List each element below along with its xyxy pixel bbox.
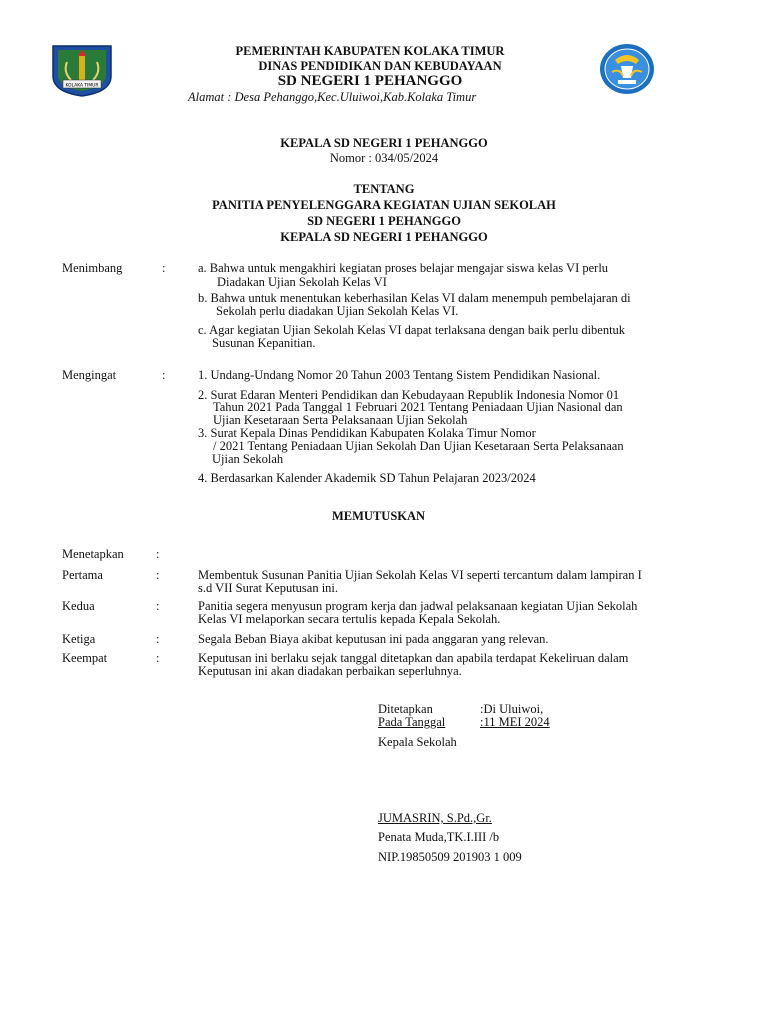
kedua-colon: :	[156, 599, 160, 613]
signatory-nip: NIP.19850509 201903 1 009	[378, 850, 522, 864]
letterhead-government: PEMERINTAH KABUPATEN KOLAKA TIMUR	[235, 44, 505, 58]
mengingat-label: Mengingat	[62, 368, 117, 382]
menimbang-item-c: c. Agar kegiatan Ujian Sekolah Kelas VI dapat terlaksana dengan baik perlu dibentuk	[198, 323, 626, 337]
letterhead-department: DINAS PENDIDIKAN DAN KEBUDAYAAN	[258, 59, 502, 73]
ditetapkan-label: Ditetapkan	[378, 702, 433, 716]
menimbang-item-a-cont: Diadakan Ujian Sekolah Kelas VI	[217, 275, 387, 289]
mengingat-item-3: 3. Surat Kepala Dinas Pendidikan Kabupaten Kolaka Timur Nomor	[198, 426, 536, 440]
decision-heading: MEMUTUSKAN	[332, 509, 426, 523]
letterhead-address: Alamat : Desa Pehanggo,Kec.Uluiwoi,Kab.Kolaka Timur	[188, 90, 477, 104]
mengingat-colon: :	[162, 368, 166, 382]
menetapkan-label: Menetapkan	[62, 547, 124, 561]
keempat-colon: :	[156, 651, 160, 665]
mengingat-item-3-cont-1: / 2021 Tentang Peniadaan Ujian Sekolah Dan Ujian Kesetaraan Serta Pelaksanaan	[213, 439, 624, 453]
tanggal-label: Pada Tanggal	[378, 715, 446, 729]
mengingat-item-2-cont-1: Tahun 2021 Pada Tanggal 1 Februari 2021 Tentang Peniadaan Ujian Nasional dan	[213, 400, 623, 414]
regency-crest-icon	[49, 42, 115, 98]
letterhead-school: SD NEGERI 1 PEHANGGO	[277, 73, 463, 89]
ketiga-label: Ketiga	[62, 632, 96, 646]
menimbang-item-a: a. Bahwa untuk mengakhiri kegiatan proses belajar mengajar siswa kelas VI perlu	[198, 261, 609, 275]
pertama-text-1: Membentuk Susunan Panitia Ujian Sekolah Kelas VI seperti tercantum dalam lampiran I	[198, 568, 642, 582]
menimbang-colon: :	[162, 261, 166, 275]
keempat-label: Keempat	[62, 651, 108, 665]
ketiga-colon: :	[156, 632, 160, 646]
decree-number: Nomor : 034/05/2024	[329, 151, 439, 165]
keempat-text-1: Keputusan ini berlaku sejak tanggal ditetapkan dan apabila terdapat Kekeliruan dalam	[198, 651, 629, 665]
decree-about: TENTANG	[353, 182, 415, 196]
pertama-label: Pertama	[62, 568, 103, 582]
decree-subject-3: KEPALA SD NEGERI 1 PEHANGGO	[280, 230, 488, 244]
menimbang-item-b: b. Bahwa untuk menentukan keberhasilan Kelas VI dalam menempuh pembelajaran di	[198, 291, 631, 305]
menimbang-item-c-cont: Susunan Kepanitian.	[212, 336, 316, 350]
mengingat-item-4: 4. Berdasarkan Kalender Akademik SD Tahun Pelajaran 2023/2024	[198, 471, 536, 485]
tut-wuri-handayani-icon	[598, 42, 656, 96]
decree-subject-1: PANITIA PENYELENGGARA KEGIATAN UJIAN SEKOLAH	[212, 198, 556, 212]
menetapkan-colon: :	[156, 547, 160, 561]
signatory-role: Kepala Sekolah	[378, 735, 457, 749]
pertama-text-2: s.d VII Surat Keputusan ini.	[198, 581, 339, 595]
kedua-label: Kedua	[62, 599, 95, 613]
mengingat-item-1: 1. Undang-Undang Nomor 20 Tahun 2003 Tentang Sistem Pendidikan Nasional.	[198, 368, 601, 382]
signatory-name: JUMASRIN, S.Pd.,Gr.	[378, 811, 492, 825]
pertama-colon: :	[156, 568, 160, 582]
signatory-rank: Penata Muda,TK.I.III /b	[378, 830, 500, 844]
ditetapkan-value: :Di Uluiwoi,	[480, 702, 544, 716]
mengingat-item-2-cont-2: Ujian Kesetaraan Serta Pelaksanaan Ujian Sekolah	[213, 413, 468, 427]
ketiga-text-1: Segala Beban Biaya akibat keputusan ini pada anggaran yang relevan.	[198, 632, 549, 646]
mengingat-item-2: 2. Surat Edaran Menteri Pendidikan dan Kebudayaan Republik Indonesia Nomor 01	[198, 388, 620, 402]
menimbang-label: Menimbang	[62, 261, 123, 275]
decree-heading: KEPALA SD NEGERI 1 PEHANGGO	[280, 136, 488, 150]
tanggal-value: :11 MEI 2024	[480, 715, 550, 729]
kedua-text-2: Kelas VI melaporkan secara tertulis kepada Kepala Sekolah.	[198, 612, 501, 626]
menimbang-item-b-cont: Sekolah perlu diadakan Ujian Sekolah Kelas VI.	[216, 304, 459, 318]
crest-caption: KOLAKA TIMUR	[65, 83, 99, 89]
decree-subject-2: SD NEGERI 1 PEHANGGO	[307, 214, 461, 228]
mengingat-item-3-cont-2: Ujian Sekolah	[212, 452, 284, 466]
kedua-text-1: Panitia segera menyusun program kerja dan jadwal pelaksanaan kegiatan Ujian Sekolah	[198, 599, 638, 613]
keempat-text-2: Keputusan ini akan diadakan perbaikan seperluhnya.	[198, 664, 462, 678]
